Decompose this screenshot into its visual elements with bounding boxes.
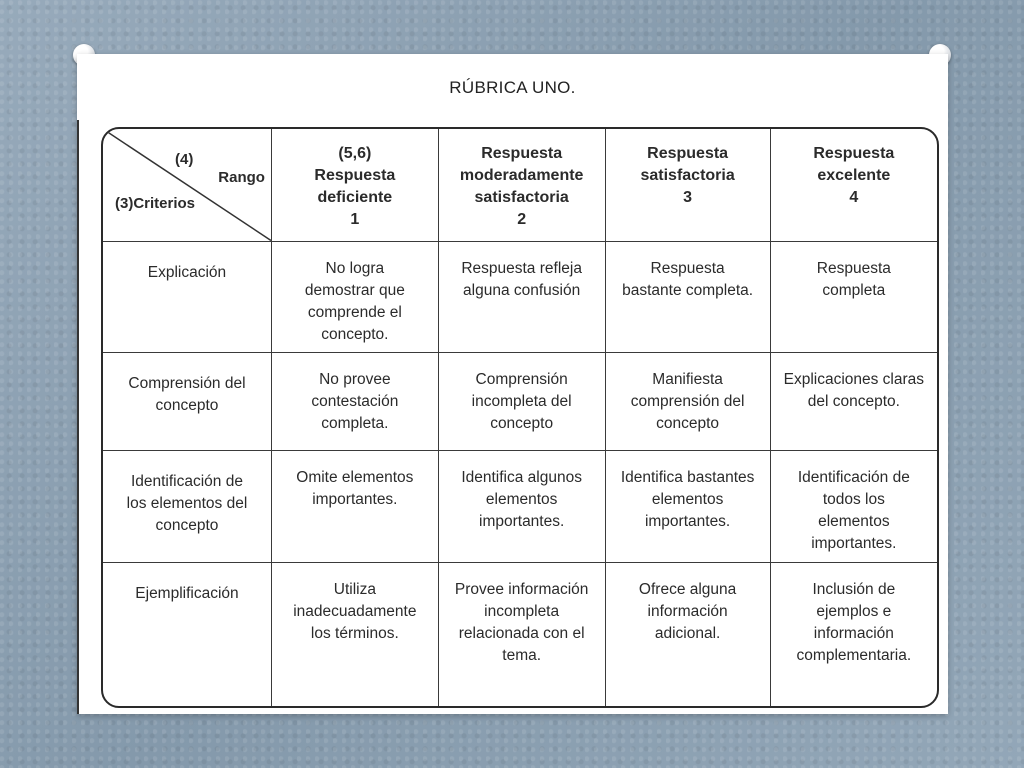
table-cell: Identifica bastantes elementos importantes. [605, 450, 770, 562]
header-level-2: Respuesta moderadamente satisfactoria 2 [438, 129, 605, 241]
table-cell: Omite elementos importantes. [271, 450, 438, 562]
table-cell: Explicaciones claras del concepto. [770, 352, 937, 450]
table-cell: No logra demostrar que comprende el concepto. [271, 241, 438, 352]
table-cell: No provee contestación completa. [271, 352, 438, 450]
criterion-cell: Ejemplificación [103, 562, 271, 706]
corner-top-label: (4) [175, 151, 194, 168]
header-level-3: Respuesta satisfactoria 3 [605, 129, 770, 241]
table-cell: Inclusión de ejemplos e información complementaria. [770, 562, 937, 706]
table-cell: Identifica algunos elementos importantes. [438, 450, 605, 562]
table-cell: Manifiesta comprensión del concepto [605, 352, 770, 450]
scan-edge-line [77, 120, 79, 714]
rubric-table [103, 129, 937, 706]
criterion-cell: Explicación [103, 241, 271, 352]
corner-cell [103, 129, 271, 241]
rubric-table-frame [101, 127, 939, 708]
table-cell: Ofrece alguna información adicional. [605, 562, 770, 706]
slide-title: RÚBRICA UNO. [449, 78, 576, 97]
table-cell: Respuesta refleja alguna confusión [438, 241, 605, 352]
header-level-1: (5,6) Respuesta deficiente 1 [271, 129, 438, 241]
criterion-cell: Comprensión del concepto [103, 352, 271, 450]
header-row [103, 129, 937, 241]
corner-criteria-label: (3)Criterios [115, 195, 196, 212]
table-cell: Comprensión incompleta del concepto [438, 352, 605, 450]
table-row [103, 241, 937, 352]
table-row [103, 562, 937, 706]
table-cell: Respuesta completa [770, 241, 937, 352]
table-cell: Provee información incompleta relacionada con el tema. [438, 562, 605, 706]
header-level-4: Respuesta excelente 4 [770, 129, 937, 241]
table-cell: Respuesta bastante completa. [605, 241, 770, 352]
table-cell: Identificación de todos los elementos importantes. [770, 450, 937, 562]
table-row [103, 352, 937, 450]
corner-range-label: Rango [218, 169, 265, 186]
table-cell: Utiliza inadecuadamente los términos. [271, 562, 438, 706]
slide-sheet [77, 54, 948, 714]
criterion-cell: Identificación de los elementos del concepto [103, 450, 271, 562]
table-row [103, 450, 937, 562]
